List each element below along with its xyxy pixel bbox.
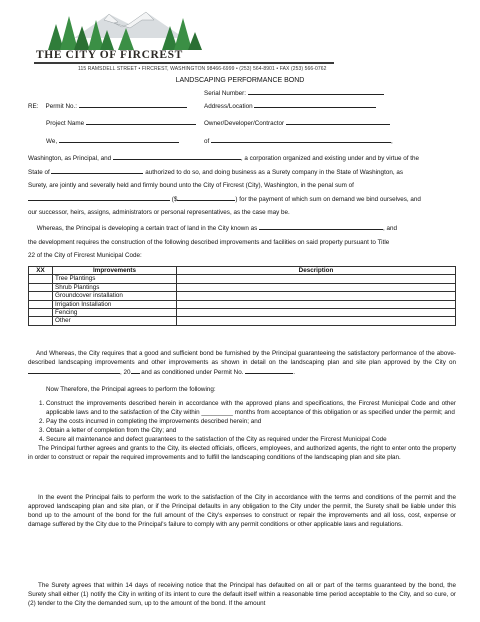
bond-paragraph: [28, 152, 456, 220]
of-label: of: [204, 138, 210, 145]
p6-text: In the event the Principal fails to perform the work to the satisfaction of the City in accordance with the terms and conditions of the permit and the approved landscaping plan and site plan, or if the Principal defaults in any obligation to the City under the permit, the Surety shall be liable under this bond up to the amount of the bond for the full amount of the City's expenses to construct or repair the improvements and all loss, cost, expense or damage suffered by the City due to the Principal's failure to comply with any permit conditions or other applicable laws and regulations.: [28, 494, 456, 528]
approval-year-field[interactable]: [131, 367, 140, 374]
address-label: Address/Location: [204, 103, 253, 110]
p1-text-b: , a corporation organized and existing under and by virtue of the: [240, 155, 420, 162]
we-row: [46, 136, 179, 146]
surety-paragraph: [28, 581, 456, 608]
document-title: LANDSCAPING PERFORMANCE BOND: [175, 77, 305, 84]
table-row: [29, 275, 456, 283]
table-row: [29, 292, 456, 300]
serial-number-label: Serial Number:: [204, 90, 246, 97]
p4-text: Now Therefore, the Principal agrees to perform the following:: [46, 386, 216, 393]
project-row: [46, 118, 196, 128]
serial-number-field[interactable]: [248, 88, 384, 95]
p1-text-a: Washington, as Principal, and: [28, 155, 112, 162]
p1-text-g: ) for the payment of which sum on demand we bind ourselves, and: [235, 195, 421, 203]
checkbox-cell[interactable]: [29, 275, 53, 283]
principal-location-field[interactable]: [211, 136, 391, 143]
permit-row: [28, 101, 187, 111]
improvement-cell: Other: [53, 317, 177, 325]
serial-number-row: [204, 88, 384, 98]
p1-text-d: authorized to do so, and doing business as a Surety company in the State of Washington, as: [145, 168, 403, 176]
description-cell[interactable]: [177, 300, 456, 308]
improvements-table: [28, 266, 456, 326]
table-header-improvements: Improvements: [53, 267, 177, 275]
p1-text-h: our successor, heirs, assigns, administrators or personal representatives, as the case may be.: [28, 209, 290, 216]
list-item: 4. Secure all maintenance and defect guarantees to the satisfaction of the City as required under the Fircrest Municipal Code: [46, 435, 456, 444]
owner-field[interactable]: [286, 118, 390, 125]
improvement-cell: Fencing: [53, 309, 177, 317]
p5-text: The Principal further agrees and grants to the City, its elected officials, officers, employees, and authorized agents, the right to enter onto the property in order to construct or repair the required improvements and to fulfill the landscaping conditions of the landscaping plan and site plan.: [28, 445, 456, 461]
surety-state-field[interactable]: [51, 167, 143, 174]
table-header-xx: XX: [29, 267, 53, 275]
owner-label: Owner/Developer/Contractor: [204, 120, 285, 127]
p3-text-b: , 20: [120, 369, 131, 376]
default-paragraph: [28, 493, 456, 529]
address-field[interactable]: [254, 101, 376, 108]
description-cell[interactable]: [177, 283, 456, 291]
list-item: 3. Obtain a letter of completion from the City; and: [46, 426, 456, 435]
table-header-description: Description: [177, 267, 456, 275]
description-cell[interactable]: [177, 309, 456, 317]
table-row: [29, 309, 456, 317]
logo-title: THE CITY OF FIRCREST: [36, 49, 183, 61]
improvement-cell: Shrub Plantings: [53, 283, 177, 291]
table-header-row: [29, 267, 456, 275]
logo-divider: [34, 62, 334, 64]
penal-sum-amount-field[interactable]: [177, 194, 235, 201]
description-cell[interactable]: [177, 317, 456, 325]
and-whereas-paragraph: And Whereas, the City requires that a good and sufficient bond be furnished by the Principal guaranteeing the satisfactory performance of the above-described landscaping improvements and other improvements as shown in detail on the landscaping plan and site plan approved by the City on , 20 and as conditioned under Permit No. .: [28, 350, 457, 376]
whereas-paragraph: [28, 222, 456, 263]
project-name-field[interactable]: [86, 118, 196, 125]
improvement-cell: Irrigation Installation: [53, 300, 177, 308]
table-row: [29, 283, 456, 291]
description-cell[interactable]: [177, 275, 456, 283]
permit-number-field[interactable]: [79, 101, 187, 108]
p2-text-a: Whereas, the Principal is developing a certain tract of land in the City known as: [36, 225, 258, 232]
now-therefore-section: [28, 385, 456, 462]
list-item: 2. Pay the costs incurred in completing the improvements described herein; and: [46, 417, 456, 426]
p1-text-e: Surety, are jointly and severally held and firmly bound unto the City of Fircrest (City), Washington, in the penal sum of: [28, 182, 354, 189]
checkbox-cell[interactable]: [29, 283, 53, 291]
principal-name-field[interactable]: [59, 136, 179, 143]
mountain-trees-icon: [34, 8, 224, 52]
penal-sum-words-field[interactable]: [28, 194, 170, 201]
p2-text-b: , and: [383, 225, 398, 232]
table-row: [29, 300, 456, 308]
p1-text-c: State of: [28, 168, 50, 176]
city-logo: [34, 8, 224, 72]
improvement-cell: Groundcover installation: [53, 292, 177, 300]
checkbox-cell[interactable]: [29, 309, 53, 317]
list-item: 1. Construct the improvements described herein in accordance with the approved plans and specifications, the Fircrest Municipal Code and other applicable laws and to the satisfaction of the City within _________ months from acceptance of this obligation or as specified under the permit; and: [46, 399, 456, 417]
city-address: 115 RAMSDELL STREET • FIRCREST, WASHINGTON 98466-6999 • (253) 564-8901 • FAX (253) 566-0762: [78, 66, 327, 72]
p3-text: And Whereas, the City requires that a good and sufficient bond be furnished by the Principal guaranteeing the satisfactory performance of the above-described landscaping improvements and other improvements as shown in detail on the landscaping plan and site plan approved by the City on: [28, 350, 457, 366]
checkbox-cell[interactable]: [29, 317, 53, 325]
p2-text-d: 22 of the City of Fircrest Municipal Code:: [28, 252, 142, 259]
permit-label: Permit No.:: [45, 103, 77, 110]
project-name-label: Project Name: [46, 120, 85, 127]
p3-text-c: and as conditioned under Permit No.: [141, 369, 244, 376]
re-label: RE:: [28, 103, 39, 110]
surety-name-field[interactable]: [113, 153, 241, 160]
address-row: [204, 101, 376, 111]
table-row: [29, 317, 456, 325]
of-row: of ,: [204, 138, 393, 145]
p1-text-f: ($: [171, 195, 178, 203]
condition-permit-field[interactable]: [245, 367, 293, 374]
p2-text-c: the development requires the construction of the following described improvements and facilities on said property pursuant to Title: [28, 238, 390, 246]
we-label: We,: [46, 138, 58, 145]
p7-text: The Surety agrees that within 14 days of receiving notice that the Principal has defaulted on all or part of the terms guaranteed by the bond, the Surety shall either (1) notify the City in writing of its intent to cure the default itself within a reasonable time period acceptable to the City, and so cure, or (2) tender to the City the demanded sum, up to the amount of the bond. If the amount: [28, 582, 456, 607]
checkbox-cell[interactable]: [29, 292, 53, 300]
tract-name-field[interactable]: [259, 223, 383, 230]
improvement-cell: Tree Plantings: [53, 275, 177, 283]
description-cell[interactable]: [177, 292, 456, 300]
checkbox-cell[interactable]: [29, 300, 53, 308]
approval-date-field[interactable]: [28, 367, 120, 374]
owner-row: [204, 118, 390, 128]
principal-obligations-list: [28, 399, 456, 444]
